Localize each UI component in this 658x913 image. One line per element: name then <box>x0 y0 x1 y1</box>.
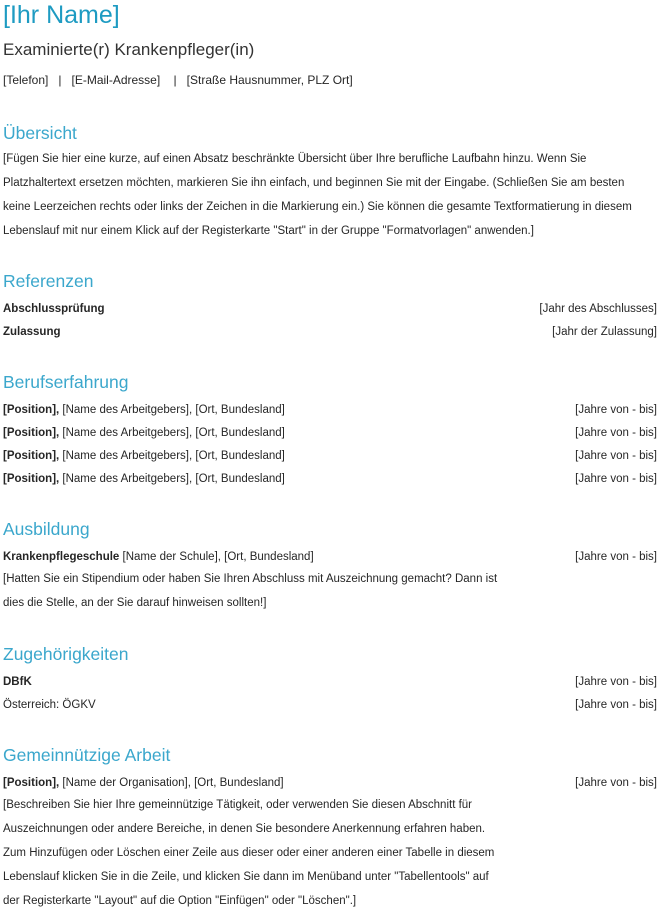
years-range: [Jahre von - bis] <box>575 427 657 439</box>
section-heading-education: Ausbildung <box>3 519 90 539</box>
section-heading-experience: Berufserfahrung <box>3 372 129 392</box>
summary-paragraph[interactable] <box>3 147 632 243</box>
employer-text: [Name des Arbeitgebers], [Ort, Bundesland] <box>59 450 285 462</box>
reference-label: Abschlussprüfung <box>3 303 105 315</box>
education-line: [Hatten Sie ein Stipendium oder haben Sie Ihren Abschluss mit Auszeichnung gemacht? Dann ist <box>3 573 498 585</box>
volunteer-line: [Beschreiben Sie hier Ihre gemeinnützige Tätigkeit, oder verwenden Sie diesen Abschnitt für <box>3 799 473 811</box>
position-label: [Position], <box>3 450 60 462</box>
phone-field[interactable]: [Telefon] <box>3 73 49 87</box>
volunteer-paragraph[interactable] <box>3 793 494 913</box>
reference-year: [Jahr der Zulassung] <box>552 326 657 338</box>
position-label: [Position], <box>3 473 60 485</box>
reference-label: Zulassung <box>3 326 61 338</box>
affiliation-label: DBfK <box>3 676 32 688</box>
contact-separator: | <box>48 73 72 87</box>
volunteer-row[interactable] <box>3 775 657 791</box>
years-range: [Jahre von - bis] <box>575 777 657 789</box>
summary-line: Lebenslauf mit nur einem Klick auf der Registerkarte "Start" in der Gruppe "Formatvorlagen" anwenden.] <box>3 225 534 237</box>
years-range: [Jahre von - bis] <box>575 676 657 688</box>
organisation-text: [Name der Organisation], [Ort, Bundesland] <box>59 777 284 789</box>
position-label: [Position], <box>3 777 60 789</box>
school-text: [Name der Schule], [Ort, Bundesland] <box>119 551 314 563</box>
years-range: [Jahre von - bis] <box>575 473 657 485</box>
reference-row[interactable] <box>3 324 657 340</box>
education-paragraph[interactable] <box>3 567 497 615</box>
summary-line: keine Leerzeichen rechts oder links der Zeichen in die Markierung ein.) Sie können die gesamte Textformatierung in diesem <box>3 201 632 213</box>
reference-row[interactable] <box>3 301 657 317</box>
section-heading-summary: Übersicht <box>3 123 77 143</box>
school-label: Krankenpflegeschule <box>3 551 120 563</box>
experience-row[interactable] <box>3 425 657 441</box>
employer-text: [Name des Arbeitgebers], [Ort, Bundesland] <box>59 427 285 439</box>
years-range: [Jahre von - bis] <box>575 551 657 563</box>
position-label: [Position], <box>3 404 60 416</box>
experience-row[interactable] <box>3 471 657 487</box>
contact-separator: | <box>160 73 187 87</box>
affiliation-text: Österreich: ÖGKV <box>3 699 96 711</box>
email-field[interactable]: [E-Mail-Adresse] <box>71 73 161 87</box>
volunteer-line: der Registerkarte "Layout" auf die Option "Einfügen" oder "Löschen".] <box>3 895 357 907</box>
volunteer-line: Zum Hinzufügen oder Löschen einer Zeile aus dieser oder einer anderen einer Tabelle in diesem <box>3 847 495 859</box>
section-heading-affiliations: Zugehörigkeiten <box>3 644 129 664</box>
experience-row[interactable] <box>3 448 657 464</box>
experience-row[interactable] <box>3 402 657 418</box>
affiliation-row[interactable] <box>3 697 657 713</box>
resume-name[interactable]: [Ihr Name] <box>3 1 120 29</box>
employer-text: [Name des Arbeitgebers], [Ort, Bundesland] <box>59 404 285 416</box>
volunteer-line: Lebenslauf klicken Sie in die Zeile, und klicken Sie dann im Menüband unter "Tabellentools" auf <box>3 871 489 883</box>
section-heading-references: Referenzen <box>3 271 94 291</box>
contact-line <box>3 72 353 88</box>
position-label: [Position], <box>3 427 60 439</box>
years-range: [Jahre von - bis] <box>575 450 657 462</box>
reference-year: [Jahr des Abschlusses] <box>539 303 657 315</box>
affiliation-row[interactable] <box>3 674 657 690</box>
summary-line: Platzhaltertext ersetzen möchten, markieren Sie ihn einfach, und beginnen Sie mit der Eingabe. (Schließen Sie am besten <box>3 177 625 189</box>
education-line: dies die Stelle, an der Sie darauf hinweisen sollten!] <box>3 597 267 609</box>
employer-text: [Name des Arbeitgebers], [Ort, Bundesland] <box>59 473 285 485</box>
years-range: [Jahre von - bis] <box>575 404 657 416</box>
years-range: [Jahre von - bis] <box>575 699 657 711</box>
section-heading-volunteer: Gemeinnützige Arbeit <box>3 745 171 765</box>
education-row[interactable] <box>3 549 657 565</box>
address-field[interactable]: [Straße Hausnummer, PLZ Ort] <box>186 73 353 87</box>
job-title[interactable]: Examinierte(r) Krankenpfleger(in) <box>3 40 255 59</box>
summary-line: [Fügen Sie hier eine kurze, auf einen Absatz beschränkte Übersicht über Ihre berufliche Laufbahn hinzu. Wenn Sie <box>3 153 587 165</box>
volunteer-line: Auszeichnungen oder andere Bereiche, in denen Sie besondere Anerkennung erfahren haben. <box>3 823 486 835</box>
